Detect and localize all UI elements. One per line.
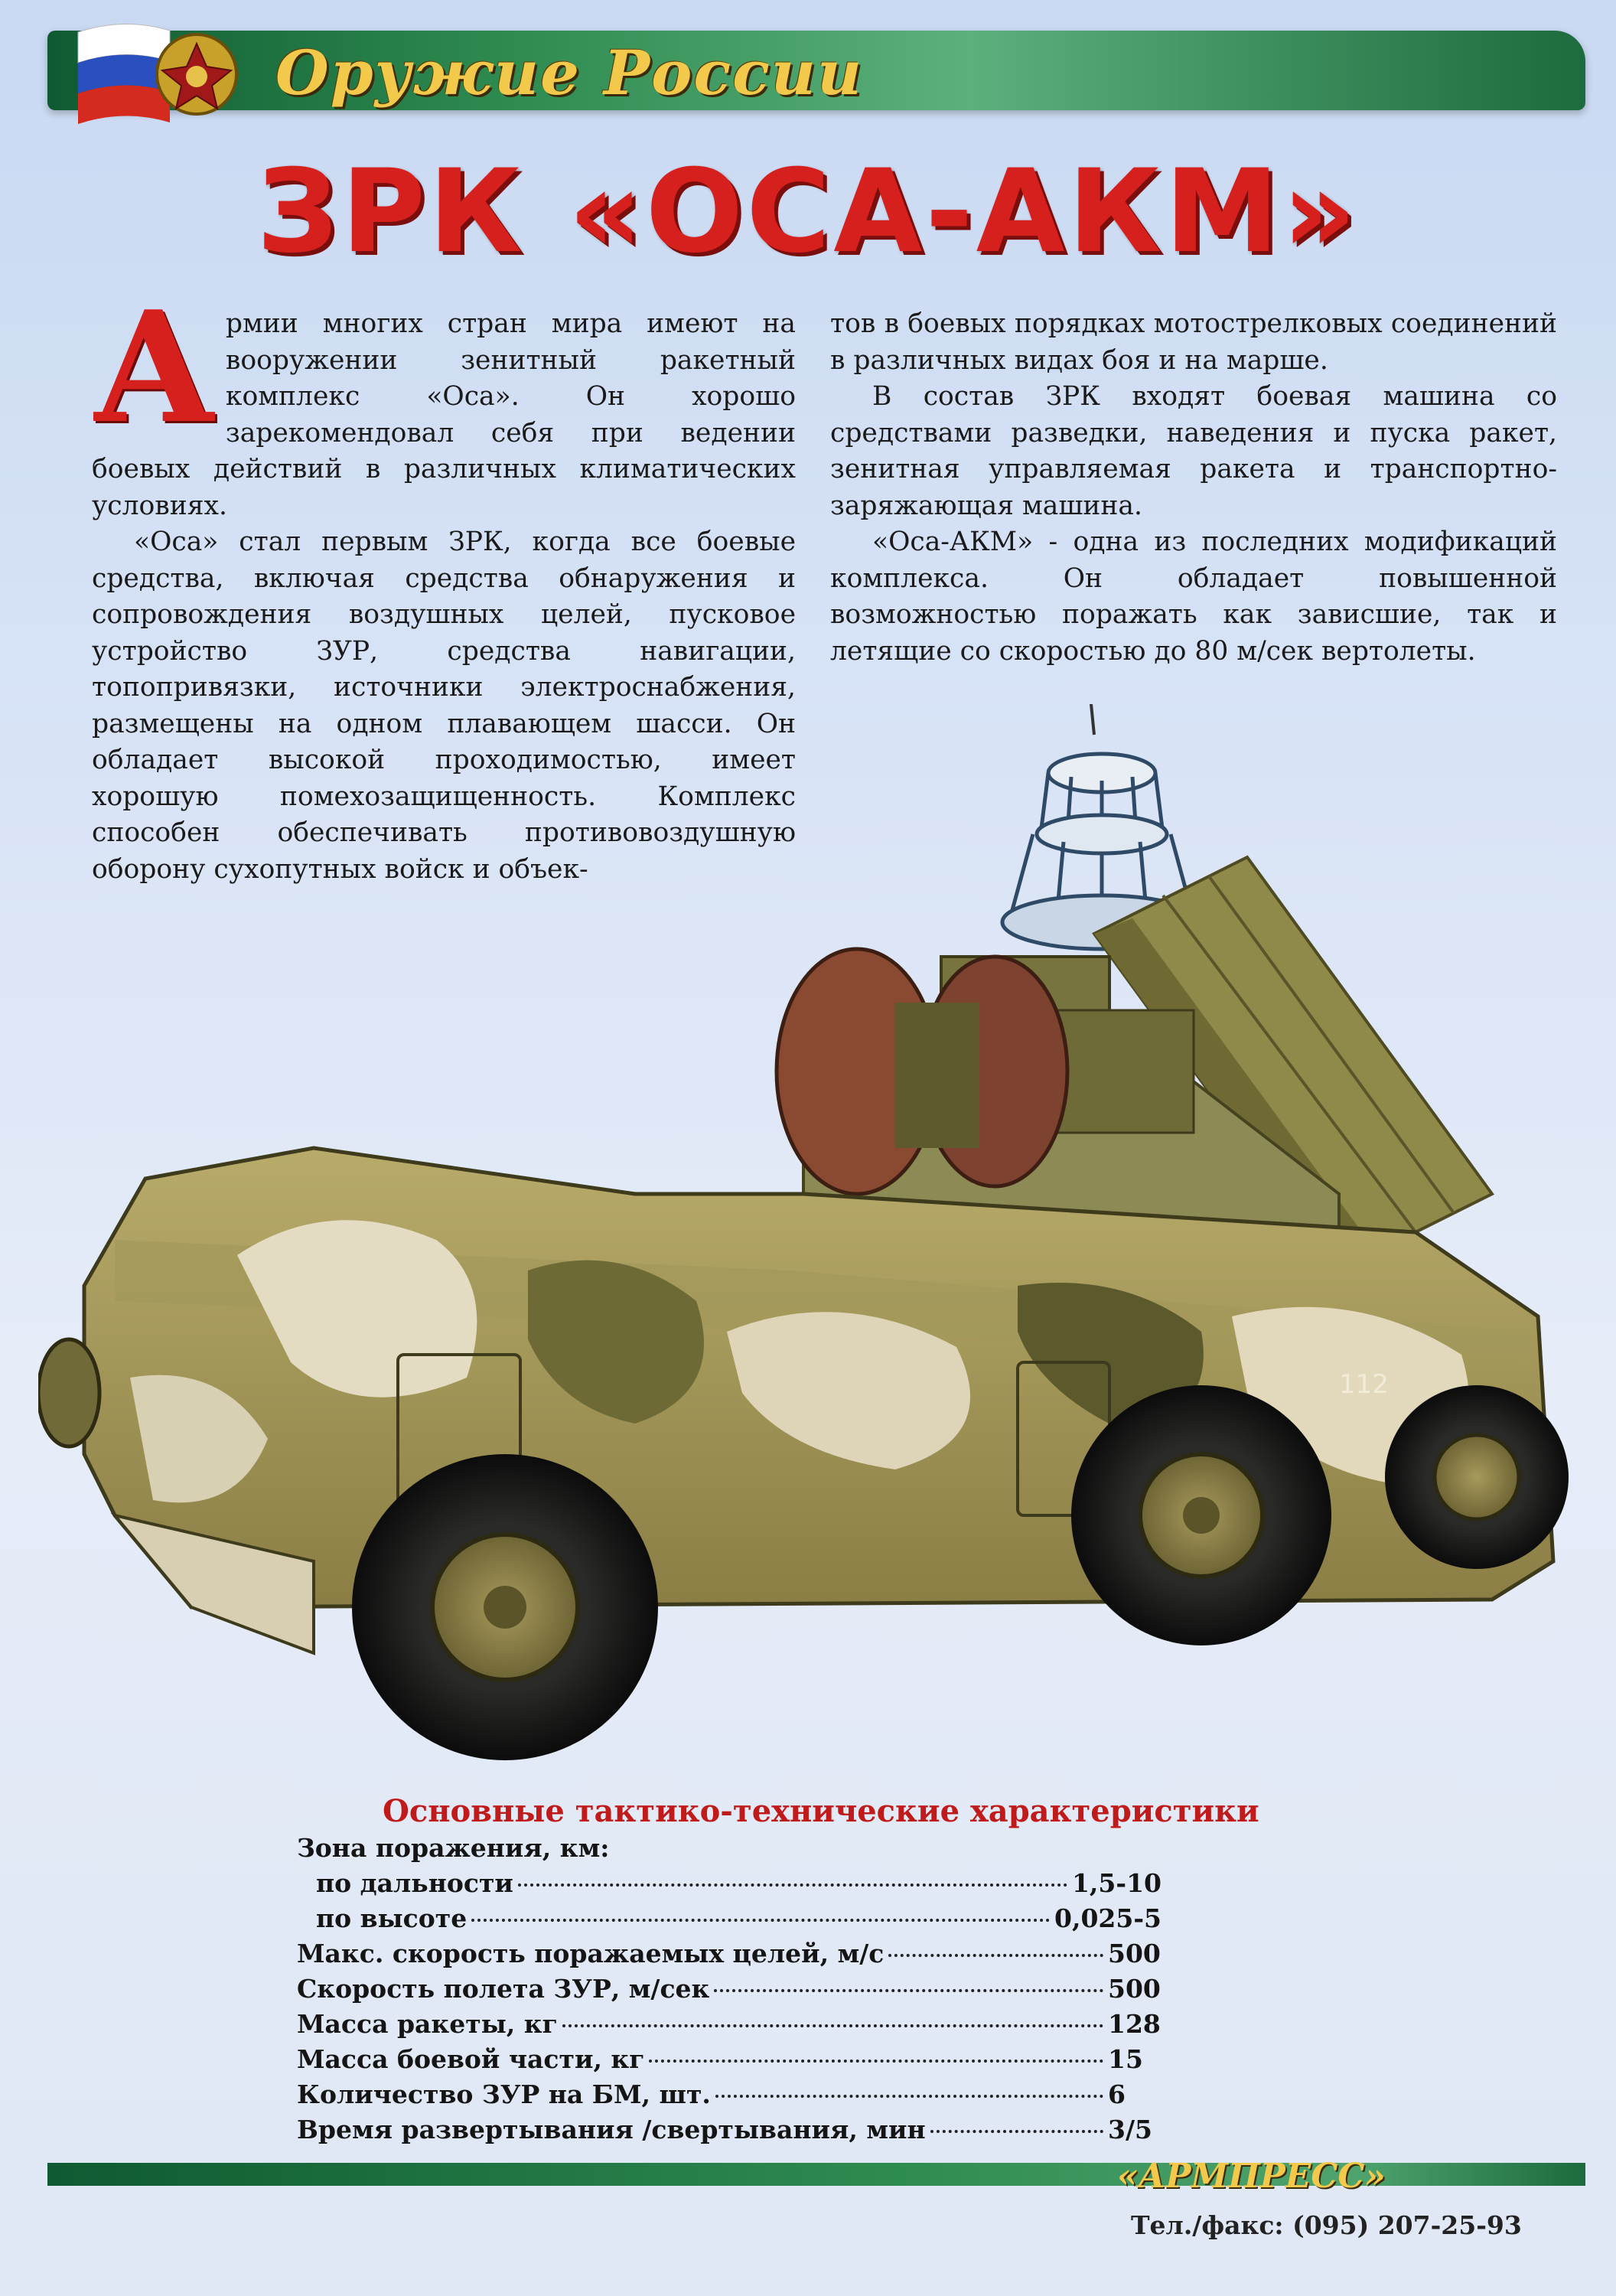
- spec-row: [297, 2077, 1162, 2112]
- specs-heading: Основные тактико-технические характеристики: [383, 1793, 1259, 1829]
- osa-akm-vehicle-photo: [38, 704, 1584, 1768]
- drop-cap: А: [92, 278, 217, 458]
- spec-row: [297, 1936, 1162, 1971]
- spec-row: [297, 1866, 1162, 1901]
- wheel-rear: [1385, 1385, 1569, 1569]
- article-column-right: [830, 306, 1557, 670]
- spec-leader-dots: [562, 2024, 1103, 2027]
- spec-value: 1,5-10: [1071, 1868, 1162, 1898]
- spec-leader-dots: [649, 2060, 1103, 2063]
- spec-label: по высоте: [316, 1903, 468, 1933]
- wheel-middle: [1071, 1385, 1331, 1645]
- spec-row: [297, 2042, 1162, 2077]
- hull-number: 112: [1339, 1369, 1389, 1400]
- spec-row: [297, 1901, 1162, 1936]
- spec-label: Масса ракеты, кг: [297, 2009, 558, 2039]
- spec-value: 0,025-5: [1054, 1903, 1162, 1933]
- spec-leader-dots: [888, 1954, 1103, 1957]
- spec-label: Скорость полета ЗУР, м/сек: [297, 1974, 710, 2004]
- spec-value: 500: [1108, 1939, 1161, 1968]
- spec-label: Масса боевой части, кг: [297, 2044, 645, 2074]
- spec-value: 15: [1108, 2044, 1143, 2074]
- spec-leader-dots: [714, 1989, 1103, 1992]
- rubric-title: Оружие России: [275, 37, 864, 109]
- antenna-mast: [1087, 704, 1094, 735]
- article-paragraph: В состав ЗРК входят боевая машина со средствами разведки, наведения и пуска ракет, зенитная управляемая ракета и транспортно-заряжающая машина.: [830, 381, 1557, 521]
- spec-row: [297, 2112, 1162, 2148]
- publisher-phone: Тел./факс: (095) 207-25-93: [1131, 2210, 1522, 2240]
- spec-label: Зона поражения, км:: [297, 1833, 610, 1863]
- spec-value: 128: [1108, 2009, 1161, 2039]
- spec-value: 6: [1108, 2079, 1126, 2109]
- spec-label: Макс. скорость поражаемых целей, м/с: [297, 1939, 885, 1968]
- specs-table: [297, 1831, 1162, 2148]
- spec-leader-dots: [930, 2130, 1103, 2133]
- page-title: ЗРК «ОСА-АКМ»: [256, 145, 1360, 279]
- spec-row: [297, 2007, 1162, 2042]
- spec-label: Количество ЗУР на БМ, шт.: [297, 2079, 711, 2109]
- spec-row: [297, 1831, 1162, 1866]
- russian-flag-emblem-icon: [70, 17, 262, 132]
- spec-label: по дальности: [316, 1868, 513, 1898]
- article-paragraph: Армии многих стран мира имеют на вооружении зенитный ракетный комплекс «Оса». Он хорошо зарекомендовал себя при ведении боевых действий в различных климатических условиях.: [92, 278, 796, 521]
- spec-leader-dots: [715, 2095, 1103, 2098]
- article-paragraph: «Оса-АКМ» - одна из последних модификаций комплекса. Он обладает повышенной возможностью поражать как зависшие, так и летящие со скоростью до 80 м/сек вертолеты.: [830, 527, 1557, 667]
- wheel-front-left: [352, 1454, 658, 1760]
- spec-value: 500: [1108, 1974, 1161, 2004]
- spec-label: Время развертывания /свертывания, мин: [297, 2115, 926, 2144]
- publisher-brand: «АРМПРЕСС»: [1117, 2157, 1386, 2196]
- article-paragraph: «Оса» стал первым ЗРК, когда все боевые средства, включая средства обнаружения и сопровождения воздушных целей, пусковое устройство ЗУР, средства навигации, топопривязки, источники электроснабжения, размещены на одном плавающем шасси. Он обладает высокой проходимостью, имеет хорошую помехозащищенность. Комплекс способен обеспечивать противовоздушную оборону сухопутных войск и объек-: [92, 527, 796, 885]
- spec-value: 3/5: [1108, 2115, 1152, 2144]
- article-paragraph: тов в боевых порядках мотострелковых соединений в различных видах боя и на марше.: [830, 308, 1557, 376]
- spec-leader-dots: [471, 1919, 1050, 1922]
- spec-row: [297, 1971, 1162, 2007]
- spec-leader-dots: [518, 1883, 1067, 1887]
